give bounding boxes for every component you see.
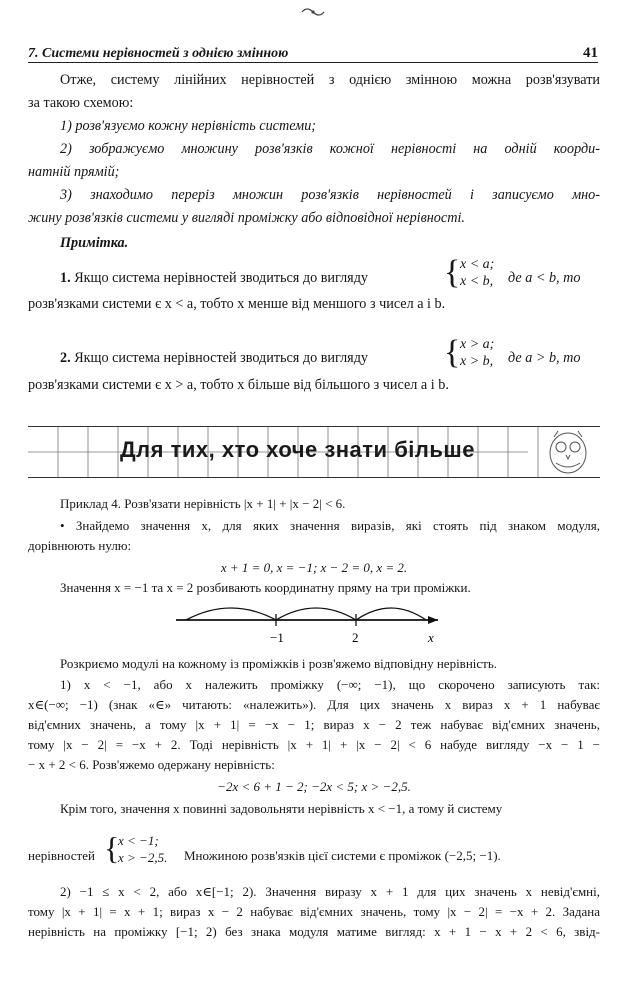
case-1-brace: { (104, 830, 120, 866)
step-3: 3) знаходимо переріз множин розв'язків нерівностей і записуємо мно- (60, 187, 600, 203)
case-1-system-lead: нерівностей (28, 848, 95, 863)
note-2-result: розв'язками системи є x > a, тобто x більше від більшого з чисел a і b. (28, 377, 449, 393)
label-minus-1: −1 (270, 630, 284, 645)
intro-line-2: за такою схемою: (28, 95, 134, 111)
case-1-line-2: x∈(−∞; −1) (знак «∈» читають: «належить»). Для цих значень x вираз x + 1 набуває (28, 697, 600, 712)
note-1-condition: де a < b, то (508, 270, 581, 286)
interval-arc-2 (276, 608, 356, 620)
note-2-lead (60, 350, 368, 366)
label-2: 2 (352, 630, 359, 645)
intro-line-1: Отже, систему лінійних нерівностей з однією змінною можна розв'язувати (60, 72, 600, 88)
case-1-line-1: 1) x < −1, або x належить проміжку (−∞; −1), що скорочено записують так: (60, 677, 600, 692)
note-2-text: Якщо система нерівностей зводиться до вигляду (74, 350, 369, 366)
step-2: 2) зображуємо множину розв'язків кожної нерівності на одній коорди- (60, 141, 600, 157)
case-1-line-4: тому |x − 2| = −x + 2. Тоді нерівність |x + 1| + |x − 2| < 6 набуде вигляду −x − 1 − (28, 737, 600, 752)
case-1-also: Крім того, значення x повинні задовольняти нерівність x < −1, а тому й систему (60, 801, 503, 816)
case-1-system-line-1: x < −1; (118, 833, 159, 848)
interval-arc-3 (356, 608, 426, 620)
note-2-system-line-1: x > a; (460, 337, 495, 352)
example-title: Приклад 4. Розв'язати нерівність |x + 1| + |x − 2| < 6. (60, 496, 346, 511)
page-number: 41 (583, 45, 598, 61)
banner-title: Для тих, хто хоче знати більше (120, 437, 475, 462)
case-1-line-5: − x + 2 < 6. Розв'яжемо одержану нерівність: (28, 757, 275, 772)
case-1-solve: −2x < 6 + 1 − 2; −2x < 5; x > −2,5. (217, 779, 411, 794)
note-1-lead (60, 270, 368, 286)
interval-arc-1 (186, 608, 276, 620)
arrow-icon (428, 616, 438, 624)
note-title: Примітка. (60, 235, 129, 251)
owl-icon (550, 431, 586, 473)
example-expand: Розкриємо модулі на кожному із проміжків і розв'яжемо відповідну нерівність. (60, 656, 498, 671)
more-knowledge-banner (28, 426, 600, 478)
note-1-system (460, 256, 494, 290)
case-1-system-tail: Множиною розв'язків цієї системи є проміжок (−2,5; −1). (184, 848, 501, 863)
step-2-cont: натній прямій; (28, 164, 120, 180)
chapter-title: 7. Системи нерівностей з однією змінною (28, 46, 289, 61)
example-zeros: x + 1 = 0, x = −1; x − 2 = 0, x = 2. (220, 560, 408, 575)
note-1-text: Якщо система нерівностей зводиться до вигляду (74, 270, 369, 286)
step-1: 1) розв'язуємо кожну нерівність системи; (60, 118, 317, 134)
running-header (28, 40, 598, 63)
case-1-system (118, 833, 167, 866)
note-2-condition: де a > b, то (508, 350, 581, 366)
case-1-line-3: від'ємних значень, а тому |x + 1| = −x − 1; вираз x − 2 теж набуває від'ємних значень, (28, 717, 600, 732)
note-1-result: розв'язками системи є x < a, тобто x менше від меншого з чисел a і b. (28, 296, 446, 312)
note-2-brace: { (444, 334, 461, 371)
note-1-number: 1. (60, 270, 71, 286)
ornament-icon (300, 6, 326, 22)
note-1-brace: { (444, 254, 461, 291)
case-2-line-1: 2) −1 ≤ x < 2, або x∈[−1; 2). Значення виразу x + 1 для цих значень x невід'ємні, (60, 884, 600, 899)
case-2-line-2: тому |x + 1| = x + 1; вираз x − 2 набуває від'ємних значень, тому |x − 2| = −x + 2. Задана (28, 904, 600, 919)
number-line-diagram (176, 594, 446, 650)
note-2-system (460, 336, 494, 370)
step-3-cont: жину розв'язків системи у вигляді проміжку або відповідної нерівності. (28, 210, 465, 226)
note-2-number: 2. (60, 350, 71, 366)
case-2-line-3: нерівність на проміжку [−1; 2) без знака модуля матиме вигляд: x + 1 − x + 2 < 6, звід- (28, 924, 600, 939)
example-bullet-2: дорівнюють нулю: (28, 538, 132, 553)
note-2-system-line-2: x > b, (460, 354, 494, 369)
example-split: Значення x = −1 та x = 2 розбивають координатну пряму на три проміжки. (60, 580, 471, 595)
note-1-system-line-2: x < b, (460, 274, 494, 289)
label-x-axis: x (428, 630, 434, 645)
case-1-system-line-2: x > −2,5. (118, 849, 168, 865)
note-1-system-line-1: x < a; (460, 257, 495, 272)
example-bullet-1: • Знайдемо значення x, для яких значення виразів, які стоять під знаком модуля, (60, 518, 600, 533)
